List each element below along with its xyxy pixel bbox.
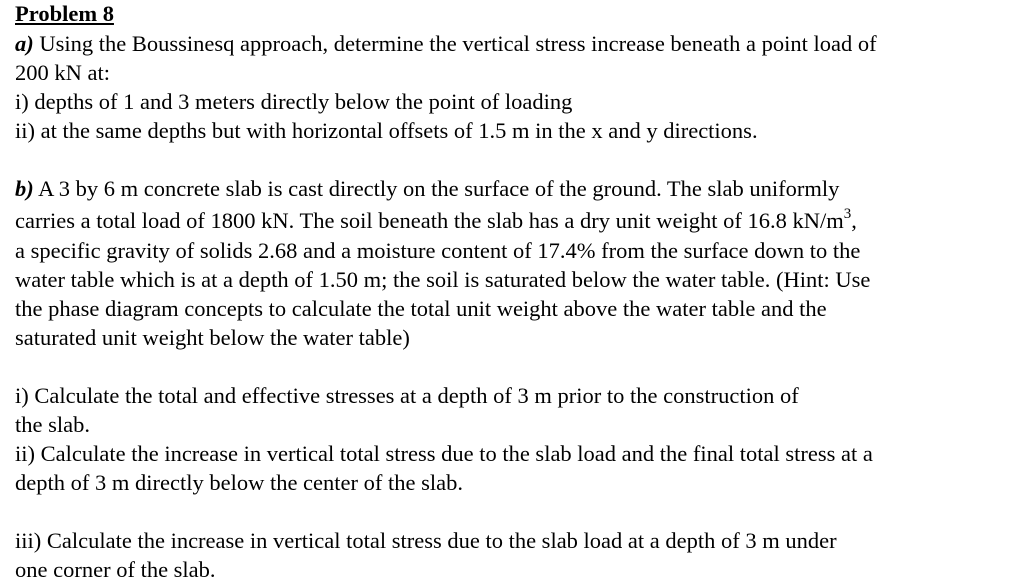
- problem-title: Problem 8: [15, 1, 114, 26]
- unit-exponent: 3: [843, 205, 852, 222]
- question-i-line2: the slab.: [15, 412, 90, 437]
- part-b-line4: water table which is at a depth of 1.50 m; the soil is saturated below the water table. (Hint: Use: [15, 267, 871, 292]
- part-a-item-i: i) depths of 1 and 3 meters directly below the point of loading: [15, 89, 573, 114]
- part-b-line3: a specific gravity of solids 2.68 and a moisture content of 17.4% from the surface down to the: [15, 238, 861, 263]
- part-b-line5: the phase diagram concepts to calculate the total unit weight above the water table and the: [15, 296, 827, 321]
- question-ii-line2: depth of 3 m directly below the center of the slab.: [15, 470, 463, 495]
- question-iii-line2: one corner of the slab.: [15, 557, 216, 582]
- part-a-intro-line2: 200 kN at:: [15, 60, 110, 85]
- part-b-line6: saturated unit weight below the water table): [15, 325, 410, 350]
- part-b-line2: [15, 206, 857, 235]
- question-ii-line1: ii) Calculate the increase in vertical total stress due to the slab load and the final total stress at a: [15, 441, 873, 466]
- part-b-line2-comma: ,: [851, 208, 857, 233]
- part-a-intro-text: Using the Boussinesq approach, determine the vertical stress increase beneath a point load of: [39, 31, 877, 56]
- part-b-line2-text: carries a total load of 1800 kN. The soil beneath the slab has a dry unit weight of 16.8 kN/m: [15, 208, 844, 233]
- part-a-item-ii: ii) at the same depths but with horizontal offsets of 1.5 m in the x and y directions.: [15, 118, 758, 143]
- question-i-line1: i) Calculate the total and effective stresses at a depth of 3 m prior to the construction of: [15, 383, 799, 408]
- part-a-intro-line1: [15, 29, 877, 58]
- part-b-line1: [15, 174, 839, 203]
- part-b-label: b): [15, 176, 34, 201]
- part-b-line1-text: A 3 by 6 m concrete slab is cast directly on the surface of the ground. The slab uniformly: [38, 176, 840, 201]
- question-iii-line1: iii) Calculate the increase in vertical total stress due to the slab load at a depth of 3 m under: [15, 528, 837, 553]
- part-a-label: a): [15, 31, 34, 56]
